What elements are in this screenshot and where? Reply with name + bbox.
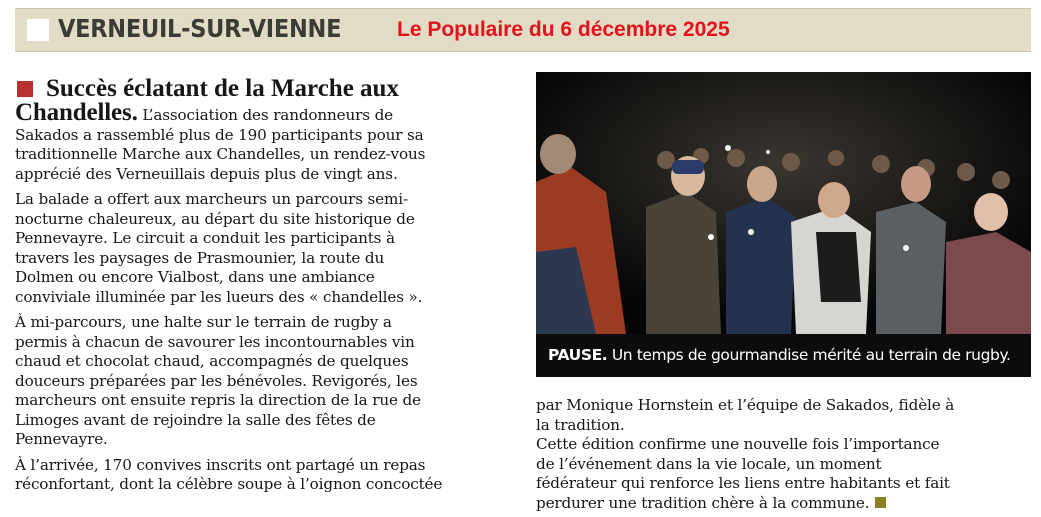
photo-caption bbox=[536, 334, 1031, 377]
text-line: La balade a offert aux marcheurs un parcours semi- bbox=[15, 190, 408, 208]
text-line: douceurs préparées par les bénévoles. Revigorés, les bbox=[15, 371, 418, 390]
text-line: par Monique Hornstein et l’équipe de Sakados, fidèle à bbox=[536, 396, 955, 414]
text-line: conviviale illuminée par les lueurs des « chandelles ». bbox=[15, 287, 423, 306]
text-line: Sakados a rassemblé plus de 190 participants pour sa bbox=[15, 125, 424, 144]
text-line: traditionnelle Marche aux Chandelles, un rendez-vous bbox=[15, 145, 426, 163]
paragraph-1 bbox=[15, 99, 510, 184]
caption-text: Un temps de gourmandise mérité au terrain de rugby. bbox=[607, 346, 1011, 364]
text-line: marcheurs ont ensuite repris la direction de la rue de bbox=[15, 391, 421, 409]
section-header bbox=[15, 8, 1031, 52]
text-line: réconfortant, dont la célèbre soupe à l’oignon concoctée bbox=[15, 475, 443, 493]
paragraph-4-continued bbox=[536, 396, 1031, 513]
text-line: À mi-parcours, une halte sur le terrain de rugby a bbox=[15, 313, 392, 331]
text-line: L’association des randonneurs de bbox=[142, 106, 393, 124]
paragraph-4 bbox=[15, 456, 510, 495]
text-line: permis à chacun de savourer les incontournables vin bbox=[15, 332, 415, 351]
text-line: À l’arrivée, 170 convives inscrits ont partagé un repas bbox=[15, 455, 426, 474]
text-line: nocturne chaleureux, au départ du site historique de bbox=[15, 209, 415, 228]
title-square-marker bbox=[17, 81, 33, 97]
title-text-line2: Chandelles. bbox=[15, 99, 138, 126]
article-left-column bbox=[15, 76, 510, 495]
article-title bbox=[15, 76, 510, 103]
text-line: la tradition. bbox=[536, 415, 625, 434]
night-crowd-image bbox=[536, 72, 1031, 334]
text-line: Cette édition confirme une nouvelle fois l’importance bbox=[536, 435, 940, 453]
header-square-marker bbox=[27, 19, 49, 41]
paragraph-2 bbox=[15, 190, 510, 307]
text-line: Pennevayre. Le circuit a conduit les participants à bbox=[15, 229, 395, 247]
text-line: chaud et chocolat chaud, accompagnés de quelques bbox=[15, 352, 409, 370]
town-name: VERNEUIL-SUR-VIENNE bbox=[58, 14, 342, 43]
text-line: de l’événement dans la vie locale, un moment bbox=[536, 454, 882, 473]
text-line: Limoges avant de rejoindre la salle des fêtes de bbox=[15, 410, 376, 429]
text-line: Pennevayre. bbox=[15, 430, 108, 448]
end-square-marker bbox=[875, 497, 886, 508]
text-line: apprécié des Verneuillais depuis plus de vingt ans. bbox=[15, 164, 398, 183]
source-label: Le Populaire du 6 décembre 2025 bbox=[397, 18, 730, 41]
text-line: fédérateur qui renforce les liens entre habitants et fait bbox=[536, 474, 950, 492]
paragraph-3 bbox=[15, 313, 510, 450]
caption-label: PAUSE. bbox=[548, 346, 608, 364]
text-line: travers les paysages de Prasmounier, la route du bbox=[15, 248, 385, 267]
text-line: perdurer une tradition chère à la commune. bbox=[536, 493, 870, 512]
article-right-column bbox=[536, 396, 1031, 513]
title-text-line1: Succès éclatant de la Marche aux bbox=[46, 75, 399, 102]
article-photo bbox=[536, 72, 1031, 377]
text-line: Dolmen ou encore Vialbost, dans une ambiance bbox=[15, 268, 375, 286]
